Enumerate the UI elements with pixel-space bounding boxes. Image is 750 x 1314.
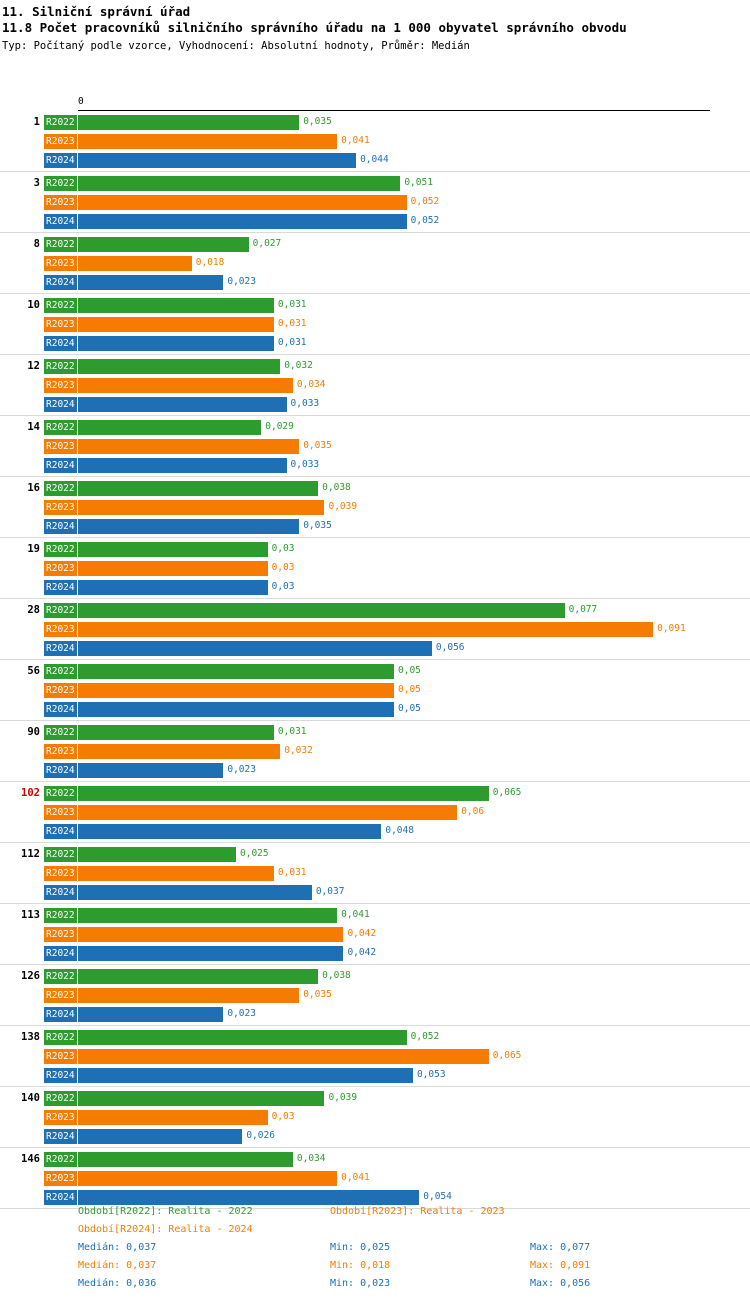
series-label-r2022: R2022	[46, 361, 75, 372]
series-label-r2023: R2023	[46, 502, 75, 513]
series-label-r2022: R2022	[46, 544, 75, 555]
bar-value-label: 0,031	[277, 318, 307, 329]
series-label-r2022: R2022	[46, 727, 75, 738]
chart-row	[0, 376, 750, 395]
series-label-r2023: R2023	[46, 1173, 75, 1184]
bar-value-label: 0,034	[296, 1153, 326, 1164]
group-label: 140	[21, 1092, 40, 1104]
series-label-r2023: R2023	[46, 990, 75, 1001]
series-label-r2022: R2022	[46, 788, 75, 799]
bar-r2024[interactable]	[78, 397, 287, 412]
group-separator	[0, 1086, 750, 1087]
chart-row	[0, 1005, 750, 1024]
chart-group	[0, 296, 750, 353]
bar-r2022[interactable]	[78, 847, 236, 862]
bar-value-label: 0,035	[303, 989, 332, 1000]
chart-title-line1: 11. Silniční správní úřad	[2, 4, 191, 19]
chart-group	[0, 1150, 750, 1207]
bar-value-label: 0,03	[271, 562, 295, 573]
bar-r2023[interactable]	[78, 195, 407, 210]
group-label: 90	[27, 726, 40, 738]
bar-value-label: 0,041	[341, 135, 370, 146]
bar-r2024[interactable]	[78, 275, 223, 290]
bar-r2024[interactable]	[78, 336, 274, 351]
series-label-r2024: R2024	[46, 826, 75, 837]
series-label-r2024: R2024	[46, 399, 75, 410]
bar-value-label: 0,033	[290, 398, 320, 409]
chart-row	[0, 906, 750, 925]
bar-value-label: 0,03	[271, 1111, 295, 1122]
group-label: 14	[27, 421, 40, 433]
bar-value-label: 0,031	[277, 337, 307, 348]
group-label: 138	[21, 1031, 40, 1043]
series-label-r2024: R2024	[46, 338, 75, 349]
series-label-r2024: R2024	[46, 1009, 75, 1020]
chart-row	[0, 723, 750, 742]
bar-value-label: 0,048	[385, 825, 414, 836]
chart-row	[0, 1047, 750, 1066]
bar-value-label: 0,03	[271, 543, 295, 554]
bar-r2023[interactable]	[78, 500, 324, 515]
bar-r2023[interactable]	[78, 622, 653, 637]
legend-text: Období[R2022]: Realita - 2022	[78, 1206, 253, 1217]
group-label: 3	[33, 177, 40, 189]
chart-row	[0, 883, 750, 902]
chart-group	[0, 113, 750, 170]
bar-value-label: 0,029	[265, 421, 294, 432]
bar-value-label: 0,025	[240, 848, 269, 859]
series-label-r2022: R2022	[46, 483, 75, 494]
chart-row	[0, 925, 750, 944]
series-label-r2022: R2022	[46, 178, 75, 189]
bar-value-label: 0,032	[284, 360, 313, 371]
series-label-r2023: R2023	[46, 563, 75, 574]
chart-header	[0, 0, 750, 54]
chart-row	[0, 1169, 750, 1188]
legend-text: Medián: 0,037	[78, 1260, 157, 1271]
bar-value-label: 0,033	[290, 459, 320, 470]
series-label-r2023: R2023	[46, 136, 75, 147]
group-separator	[0, 781, 750, 782]
bar-value-label: 0,027	[252, 238, 282, 249]
group-separator	[0, 537, 750, 538]
bar-r2024[interactable]	[78, 214, 407, 229]
chart-row	[0, 601, 750, 620]
chart-group	[0, 1089, 750, 1146]
bar-r2023[interactable]	[78, 683, 394, 698]
bar-r2024[interactable]	[78, 824, 381, 839]
chart-row	[0, 681, 750, 700]
chart-row	[0, 113, 750, 132]
chart-row	[0, 315, 750, 334]
legend-min-text: Min: 0,023	[330, 1278, 391, 1289]
series-label-r2024: R2024	[46, 155, 75, 166]
bar-r2024[interactable]	[78, 1129, 242, 1144]
bar-value-label: 0,052	[410, 196, 440, 207]
bar-value-label: 0,042	[347, 928, 377, 939]
chart-row	[0, 967, 750, 986]
bar-r2024[interactable]	[78, 641, 432, 656]
bar-r2023[interactable]	[78, 1049, 489, 1064]
bar-value-label: 0,023	[227, 1008, 256, 1019]
chart-row	[0, 296, 750, 315]
bar-r2023[interactable]	[78, 317, 274, 332]
chart-row	[0, 1089, 750, 1108]
group-label: 113	[21, 909, 40, 921]
series-label-r2023: R2023	[46, 685, 75, 696]
bar-r2023[interactable]	[78, 439, 299, 454]
bar-r2024[interactable]	[78, 1007, 223, 1022]
series-label-r2022: R2022	[46, 1154, 75, 1165]
chart-row	[0, 437, 750, 456]
chart-row	[0, 944, 750, 963]
bar-r2023[interactable]	[78, 1110, 268, 1125]
bar-value-label: 0,031	[277, 867, 307, 878]
legend-max-text: Max: 0,056	[530, 1278, 591, 1289]
legend-row	[0, 1206, 750, 1224]
bar-value-label: 0,065	[492, 1050, 522, 1061]
series-label-r2022: R2022	[46, 666, 75, 677]
group-separator	[0, 1147, 750, 1148]
bar-r2022[interactable]	[78, 1152, 293, 1167]
chart-group	[0, 418, 750, 475]
group-label: 28	[27, 604, 40, 616]
group-separator	[0, 1025, 750, 1026]
bar-value-label: 0,038	[322, 482, 351, 493]
series-label-r2023: R2023	[46, 197, 75, 208]
bar-r2023[interactable]	[78, 378, 293, 393]
chart-group	[0, 540, 750, 597]
bar-r2024[interactable]	[78, 1190, 419, 1205]
chart-row	[0, 1150, 750, 1169]
axis-zero-label: 0	[78, 96, 84, 107]
bar-r2023[interactable]	[78, 988, 299, 1003]
series-label-r2023: R2023	[46, 1112, 75, 1123]
series-label-r2024: R2024	[46, 887, 75, 898]
chart-group	[0, 845, 750, 902]
series-label-r2023: R2023	[46, 929, 75, 940]
chart-row	[0, 498, 750, 517]
bar-value-label: 0,035	[303, 440, 332, 451]
series-label-r2022: R2022	[46, 422, 75, 433]
series-label-r2024: R2024	[46, 704, 75, 715]
group-separator	[0, 171, 750, 172]
chart-group	[0, 601, 750, 658]
series-label-r2022: R2022	[46, 605, 75, 616]
chart-group	[0, 174, 750, 231]
chart-row	[0, 1188, 750, 1207]
bar-r2024[interactable]	[78, 702, 394, 717]
bar-value-label: 0,056	[435, 642, 465, 653]
chart-group	[0, 357, 750, 414]
chart-row	[0, 845, 750, 864]
bar-r2023[interactable]	[78, 805, 457, 820]
bar-r2022[interactable]	[78, 237, 249, 252]
chart-row	[0, 357, 750, 376]
group-label: 56	[27, 665, 40, 677]
bar-r2022[interactable]	[78, 115, 299, 130]
bar-value-label: 0,023	[227, 276, 256, 287]
chart-row	[0, 742, 750, 761]
bar-value-label: 0,051	[404, 177, 433, 188]
legend-row	[0, 1278, 750, 1296]
chart-row	[0, 212, 750, 231]
bar-r2024[interactable]	[78, 1068, 413, 1083]
bar-value-label: 0,037	[315, 886, 345, 897]
bar-value-label: 0,052	[410, 1031, 440, 1042]
bar-value-label: 0,053	[416, 1069, 446, 1080]
chart-row	[0, 620, 750, 639]
legend-row	[0, 1224, 750, 1242]
bar-value-label: 0,041	[341, 1172, 370, 1183]
series-label-r2023: R2023	[46, 380, 75, 391]
chart-row	[0, 395, 750, 414]
legend-text: Období[R2024]: Realita - 2024	[78, 1224, 253, 1235]
chart-row	[0, 418, 750, 437]
series-label-r2022: R2022	[46, 971, 75, 982]
group-separator	[0, 415, 750, 416]
group-separator	[0, 354, 750, 355]
bar-r2022[interactable]	[78, 359, 280, 374]
chart-row	[0, 864, 750, 883]
group-label: 12	[27, 360, 40, 372]
chart-row	[0, 235, 750, 254]
chart-row	[0, 700, 750, 719]
series-label-r2024: R2024	[46, 460, 75, 471]
chart-row	[0, 254, 750, 273]
group-separator	[0, 720, 750, 721]
group-label: 16	[27, 482, 40, 494]
bar-value-label: 0,039	[328, 1092, 358, 1103]
bar-value-label: 0,026	[246, 1130, 275, 1141]
bar-value-label: 0,077	[568, 604, 598, 615]
bar-r2022[interactable]	[78, 786, 489, 801]
group-label: 8	[33, 238, 40, 250]
chart-row	[0, 273, 750, 292]
bar-r2023[interactable]	[78, 927, 343, 942]
bar-value-label: 0,05	[398, 665, 421, 676]
bar-r2022[interactable]	[78, 298, 274, 313]
series-label-r2024: R2024	[46, 582, 75, 593]
bar-r2024[interactable]	[78, 519, 299, 534]
axis-line	[78, 110, 710, 111]
group-label: 146	[21, 1153, 40, 1165]
chart-row	[0, 662, 750, 681]
series-label-r2022: R2022	[46, 1032, 75, 1043]
bar-value-label: 0,052	[410, 215, 440, 226]
series-label-r2024: R2024	[46, 765, 75, 776]
bar-value-label: 0,032	[284, 745, 313, 756]
legend-row	[0, 1242, 750, 1260]
bar-r2024[interactable]	[78, 153, 356, 168]
group-separator	[0, 232, 750, 233]
chart-row	[0, 1127, 750, 1146]
chart-row	[0, 334, 750, 353]
chart-row	[0, 803, 750, 822]
group-label: 102	[21, 787, 40, 799]
chart-row	[0, 540, 750, 559]
bar-value-label: 0,035	[303, 116, 332, 127]
chart-group	[0, 479, 750, 536]
series-label-r2024: R2024	[46, 948, 75, 959]
bar-r2023[interactable]	[78, 256, 192, 271]
series-label-r2022: R2022	[46, 300, 75, 311]
series-label-r2023: R2023	[46, 868, 75, 879]
chart-row	[0, 1066, 750, 1085]
series-label-r2024: R2024	[46, 521, 75, 532]
chart-row	[0, 578, 750, 597]
series-label-r2024: R2024	[46, 216, 75, 227]
series-label-r2022: R2022	[46, 849, 75, 860]
series-label-r2024: R2024	[46, 277, 75, 288]
chart-group	[0, 967, 750, 1024]
group-separator	[0, 903, 750, 904]
group-separator	[0, 293, 750, 294]
series-label-r2024: R2024	[46, 1131, 75, 1142]
bar-r2023[interactable]	[78, 561, 268, 576]
bar-r2022[interactable]	[78, 176, 400, 191]
group-separator	[0, 476, 750, 477]
chart-row	[0, 517, 750, 536]
series-label-r2023: R2023	[46, 1051, 75, 1062]
legend-text: Medián: 0,037	[78, 1242, 157, 1253]
chart-row	[0, 193, 750, 212]
chart-row	[0, 784, 750, 803]
bar-r2022[interactable]	[78, 969, 318, 984]
bar-r2024[interactable]	[78, 946, 343, 961]
bar-value-label: 0,023	[227, 764, 256, 775]
bar-r2024[interactable]	[78, 763, 223, 778]
bar-value-label: 0,038	[322, 970, 351, 981]
series-label-r2022: R2022	[46, 1093, 75, 1104]
series-label-r2024: R2024	[46, 1070, 75, 1081]
group-separator	[0, 659, 750, 660]
group-label: 1	[33, 116, 40, 128]
bar-r2023[interactable]	[78, 134, 337, 149]
chart-subtitle: Typ: Počítaný podle vzorce, Vyhodnocení: Absolutní hodnoty, Průměr: Medián	[2, 40, 470, 52]
bar-r2022[interactable]	[78, 908, 337, 923]
group-label: 19	[27, 543, 40, 555]
legend-row	[0, 1260, 750, 1278]
bar-r2022[interactable]	[78, 542, 268, 557]
legend-max-text: Max: 0,077	[530, 1242, 591, 1253]
bar-r2024[interactable]	[78, 580, 268, 595]
chart-group	[0, 723, 750, 780]
bar-value-label: 0,031	[277, 299, 307, 310]
bar-value-label: 0,034	[296, 379, 326, 390]
legend-min-text: Období[R2023]: Realita - 2023	[330, 1206, 505, 1217]
bar-value-label: 0,041	[341, 909, 370, 920]
bar-value-label: 0,042	[347, 947, 377, 958]
bar-value-label: 0,044	[360, 154, 389, 165]
series-label-r2024: R2024	[46, 1192, 75, 1203]
bar-r2022[interactable]	[78, 481, 318, 496]
bar-r2023[interactable]	[78, 866, 274, 881]
chart-row	[0, 761, 750, 780]
group-separator	[0, 598, 750, 599]
chart-row	[0, 986, 750, 1005]
bar-value-label: 0,03	[271, 581, 295, 592]
bar-value-label: 0,039	[328, 501, 358, 512]
bar-value-label: 0,091	[657, 623, 686, 634]
group-label: 126	[21, 970, 40, 982]
series-label-r2023: R2023	[46, 807, 75, 818]
bar-value-label: 0,05	[398, 684, 421, 695]
bar-r2023[interactable]	[78, 744, 280, 759]
legend-min-text: Min: 0,018	[330, 1260, 391, 1271]
bar-value-label: 0,065	[492, 787, 522, 798]
series-label-r2023: R2023	[46, 258, 75, 269]
chart-legend	[0, 1206, 750, 1296]
series-label-r2023: R2023	[46, 441, 75, 452]
chart-row	[0, 174, 750, 193]
group-separator	[0, 842, 750, 843]
series-label-r2023: R2023	[46, 319, 75, 330]
chart-row	[0, 132, 750, 151]
chart-group	[0, 784, 750, 841]
bar-r2022[interactable]	[78, 1091, 324, 1106]
bar-value-label: 0,031	[277, 726, 307, 737]
bar-r2022[interactable]	[78, 725, 274, 740]
series-label-r2024: R2024	[46, 643, 75, 654]
series-label-r2022: R2022	[46, 239, 75, 250]
bar-r2023[interactable]	[78, 1171, 337, 1186]
chart-row	[0, 559, 750, 578]
bar-value-label: 0,054	[423, 1191, 452, 1202]
legend-min-text: Min: 0,025	[330, 1242, 391, 1253]
chart-row	[0, 822, 750, 841]
group-separator	[0, 964, 750, 965]
chart-group	[0, 1028, 750, 1085]
legend-max-text: Max: 0,091	[530, 1260, 591, 1271]
chart-row	[0, 639, 750, 658]
bar-r2022[interactable]	[78, 603, 565, 618]
bar-r2024[interactable]	[78, 885, 312, 900]
bar-value-label: 0,05	[398, 703, 421, 714]
chart-row	[0, 479, 750, 498]
bar-r2024[interactable]	[78, 458, 287, 473]
series-label-r2023: R2023	[46, 746, 75, 757]
series-label-r2022: R2022	[46, 910, 75, 921]
chart-group	[0, 235, 750, 292]
bar-r2022[interactable]	[78, 420, 261, 435]
bar-value-label: 0,018	[195, 257, 225, 268]
bar-value-label: 0,06	[461, 806, 485, 817]
bar-r2022[interactable]	[78, 664, 394, 679]
bar-r2022[interactable]	[78, 1030, 407, 1045]
chart-title-line2: 11.8 Počet pracovníků silničního správního úřadu na 1 000 obyvatel správního obvodu	[2, 20, 627, 35]
series-label-r2023: R2023	[46, 624, 75, 635]
bar-value-label: 0,035	[303, 520, 332, 531]
chart-row	[0, 1028, 750, 1047]
chart-group	[0, 662, 750, 719]
group-label: 112	[21, 848, 40, 860]
series-label-r2022: R2022	[46, 117, 75, 128]
chart-group	[0, 906, 750, 963]
chart-row	[0, 1108, 750, 1127]
chart-row	[0, 456, 750, 475]
legend-text: Medián: 0,036	[78, 1278, 157, 1289]
group-label: 10	[27, 299, 40, 311]
chart-row	[0, 151, 750, 170]
